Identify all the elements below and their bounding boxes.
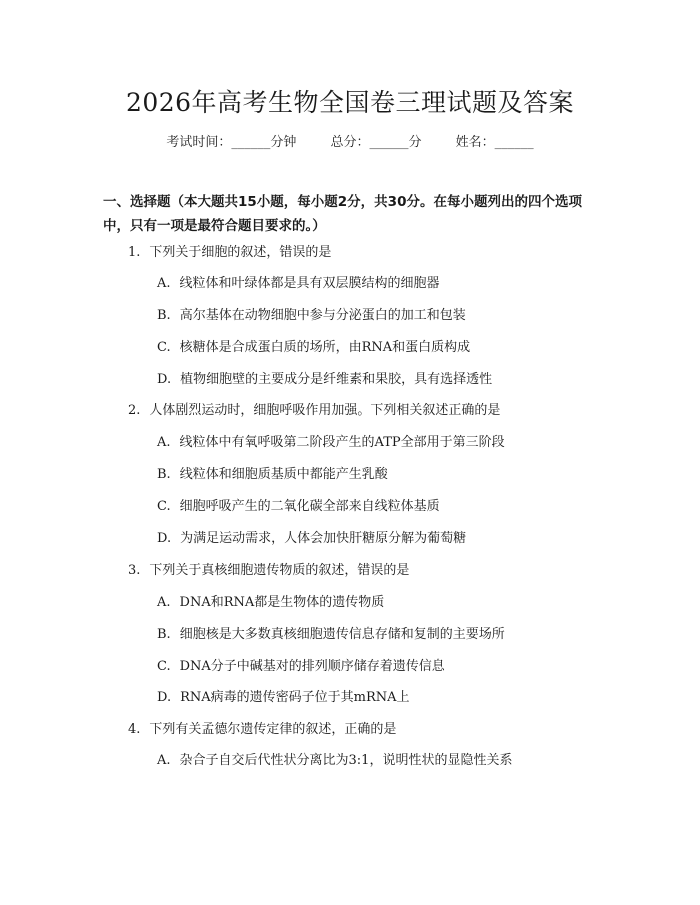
question-number: 4.: [128, 722, 141, 737]
option-text: 植物细胞壁的主要成分是纤维素和果胶，具有选择透性: [180, 372, 493, 387]
option-letter: B.: [157, 627, 171, 642]
option-text: 高尔基体在动物细胞中参与分泌蛋白的加工和包装: [179, 308, 466, 323]
option-text: DNA分子中碱基对的排列顺序储存着遗传信息: [179, 659, 445, 674]
question-2-option-d: [157, 530, 466, 548]
question-stem: 下列有关孟德尔遗传定律的叙述，正确的是: [149, 722, 397, 737]
section-header-multiple-choice: 一、选择题（本大题共15小题，每小题2分，共30分。在每小题列出的四个选项中，只有一项是最符合题目要求的。）: [103, 194, 582, 234]
question-number: 3.: [128, 563, 141, 578]
option-text: 细胞呼吸产生的二氧化碳全部来自线粒体基质: [179, 499, 440, 514]
question-3-option-c: [157, 658, 445, 676]
question-1-option-d: [157, 371, 492, 389]
exam-info-line: [0, 131, 700, 150]
option-text: RNA病毒的遗传密码子位于其mRNA上: [180, 690, 410, 705]
question-2-option-c: [157, 498, 440, 516]
option-letter: C.: [157, 499, 171, 514]
question-3-option-d: [157, 689, 410, 707]
question-1-option-a: [157, 275, 440, 293]
option-text: 线粒体和叶绿体都是具有双层膜结构的细胞器: [179, 276, 440, 291]
option-text: DNA和RNA都是生物体的遗传物质: [179, 595, 385, 610]
question-number: 2.: [128, 403, 141, 418]
question-4-option-a: [157, 752, 512, 770]
option-letter: B.: [157, 467, 171, 482]
question-stem: 下列关于细胞的叙述，错误的是: [149, 245, 332, 260]
total-score-field: 总分：______分: [330, 135, 422, 150]
option-text: 核糖体是合成蛋白质的场所，由RNA和蛋白质构成: [179, 340, 471, 355]
question-2-option-b: [157, 466, 388, 484]
question-2: [128, 402, 500, 420]
question-1-option-c: [157, 339, 470, 357]
question-number: 1.: [128, 245, 141, 260]
option-text: 为满足运动需求，人体会加快肝糖原分解为葡萄糖: [180, 531, 467, 546]
option-text: 杂合子自交后代性状分离比为3:1，说明性状的显隐性关系: [179, 753, 513, 768]
option-letter: D.: [157, 531, 172, 546]
exam-time-field: 考试时间：______分钟: [166, 135, 297, 150]
option-letter: D.: [157, 690, 172, 705]
document-title: 2026年高考生物全国卷三理试题及答案: [125, 88, 575, 117]
question-4: [128, 721, 396, 739]
student-name-field: 姓名：______: [455, 135, 534, 150]
option-letter: C.: [157, 659, 171, 674]
question-stem: 人体剧烈运动时，细胞呼吸作用加强。下列相关叙述正确的是: [149, 403, 501, 418]
option-letter: A.: [157, 595, 171, 610]
question-1: [128, 244, 331, 262]
option-letter: D.: [157, 372, 172, 387]
option-text: 线粒体和细胞质基质中都能产生乳酸: [179, 467, 388, 482]
question-2-option-a: [157, 434, 505, 452]
option-text: 线粒体中有氧呼吸第二阶段产生的ATP全部用于第三阶段: [179, 435, 505, 450]
option-letter: C.: [157, 340, 171, 355]
question-3-option-a: [157, 594, 384, 612]
option-text: 细胞核是大多数真核细胞遗传信息存储和复制的主要场所: [179, 627, 505, 642]
question-3: [128, 562, 409, 580]
option-letter: B.: [157, 308, 171, 323]
option-letter: A.: [157, 435, 171, 450]
question-stem: 下列关于真核细胞遗传物质的叙述，错误的是: [149, 563, 410, 578]
question-3-option-b: [157, 626, 505, 644]
option-letter: A.: [157, 753, 171, 768]
option-letter: A.: [157, 276, 171, 291]
question-1-option-b: [157, 307, 466, 325]
